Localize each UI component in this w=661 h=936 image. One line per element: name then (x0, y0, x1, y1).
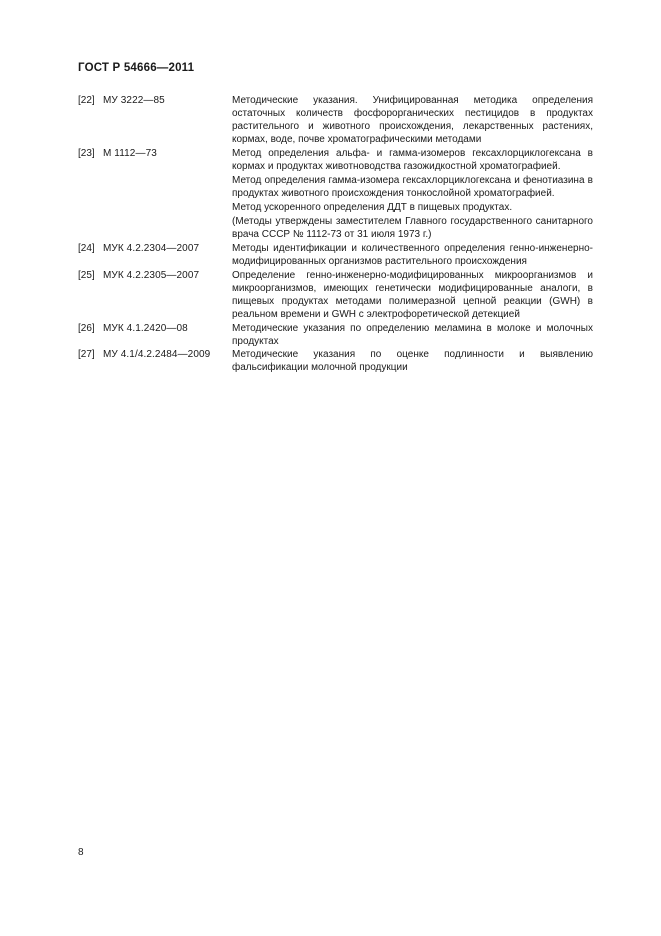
reference-paragraph: Метод определения альфа- и гамма-изомеров гексахлорциклогексана в кормах и продуктах животноводства газожидкостной хроматографией. (232, 147, 593, 172)
reference-code: МУК 4.1.2420—08 (103, 322, 188, 334)
reference-paragraph: Метод ускоренного определения ДДТ в пищевых продуктах. (232, 202, 513, 214)
reference-description (232, 322, 593, 348)
reference-entry-26 (78, 322, 593, 348)
reference-description (232, 348, 593, 374)
reference-paragraph: Методические указания по оценке подлинности и выявлению фальсификации молочной продукции (232, 349, 593, 374)
reference-label: [24] (78, 243, 95, 255)
reference-description (232, 242, 593, 268)
reference-description (232, 269, 593, 321)
reference-paragraph: Определение генно-инженерно-модифицированных микроорганизмов и микроорганизмов, имеющих генетически модифицированные аналоги, в пищевых продуктах методами полимеразной цепной реакции (GWH) в реальном времени и GWH с электрофоретической детекцией (232, 269, 593, 320)
reference-label: [22] (78, 95, 95, 106)
reference-paragraph: Метод определения гамма-изомера гексахлорциклогексана и фенотиазина в продуктах животного происхождения тонкослойной хроматографией. (232, 175, 593, 200)
reference-label: [26] (78, 322, 95, 334)
reference-entry-24 (78, 242, 593, 268)
reference-paragraph: Методические указания по определению меламина в молоке и молочных продуктах (232, 322, 593, 347)
reference-label: [27] (78, 349, 95, 361)
reference-code: МУ 3222—85 (103, 95, 165, 106)
reference-code: МУ 4.1/4.2.2484—2009 (103, 349, 211, 361)
reference-entry-25 (78, 269, 593, 321)
page-number: 8 (78, 847, 84, 858)
document-standard-header: ГОСТ Р 54666—2011 (78, 62, 195, 74)
reference-entry-22 (78, 94, 593, 146)
reference-paragraph: Методические указания. Унифицированная методика определения остаточных количеств фосфорорганических пестицидов в продуктах растительного и животного происхождения, лекарственных растениях, кормах, воде, почве хроматографическими методами (232, 95, 593, 146)
reference-paragraph: (Методы утверждены заместителем Главного государственного санитарного врача СССР № 1112-73 от 31 июля 1973 г.) (232, 216, 593, 241)
reference-description (232, 94, 593, 146)
reference-paragraph: Методы идентификации и количественного определения генно-инженерно-модифицированных организмов растительного происхождения (232, 243, 593, 268)
reference-description (232, 147, 593, 242)
reference-label: [25] (78, 269, 95, 281)
reference-entry-23 (78, 147, 593, 242)
reference-entry-27 (78, 348, 593, 374)
reference-code: МУК 4.2.2304—2007 (103, 243, 200, 255)
reference-label: [23] (78, 147, 95, 159)
references-list (78, 94, 593, 375)
reference-code: МУК 4.2.2305—2007 (103, 269, 200, 281)
reference-code: М 1112—73 (103, 147, 157, 159)
